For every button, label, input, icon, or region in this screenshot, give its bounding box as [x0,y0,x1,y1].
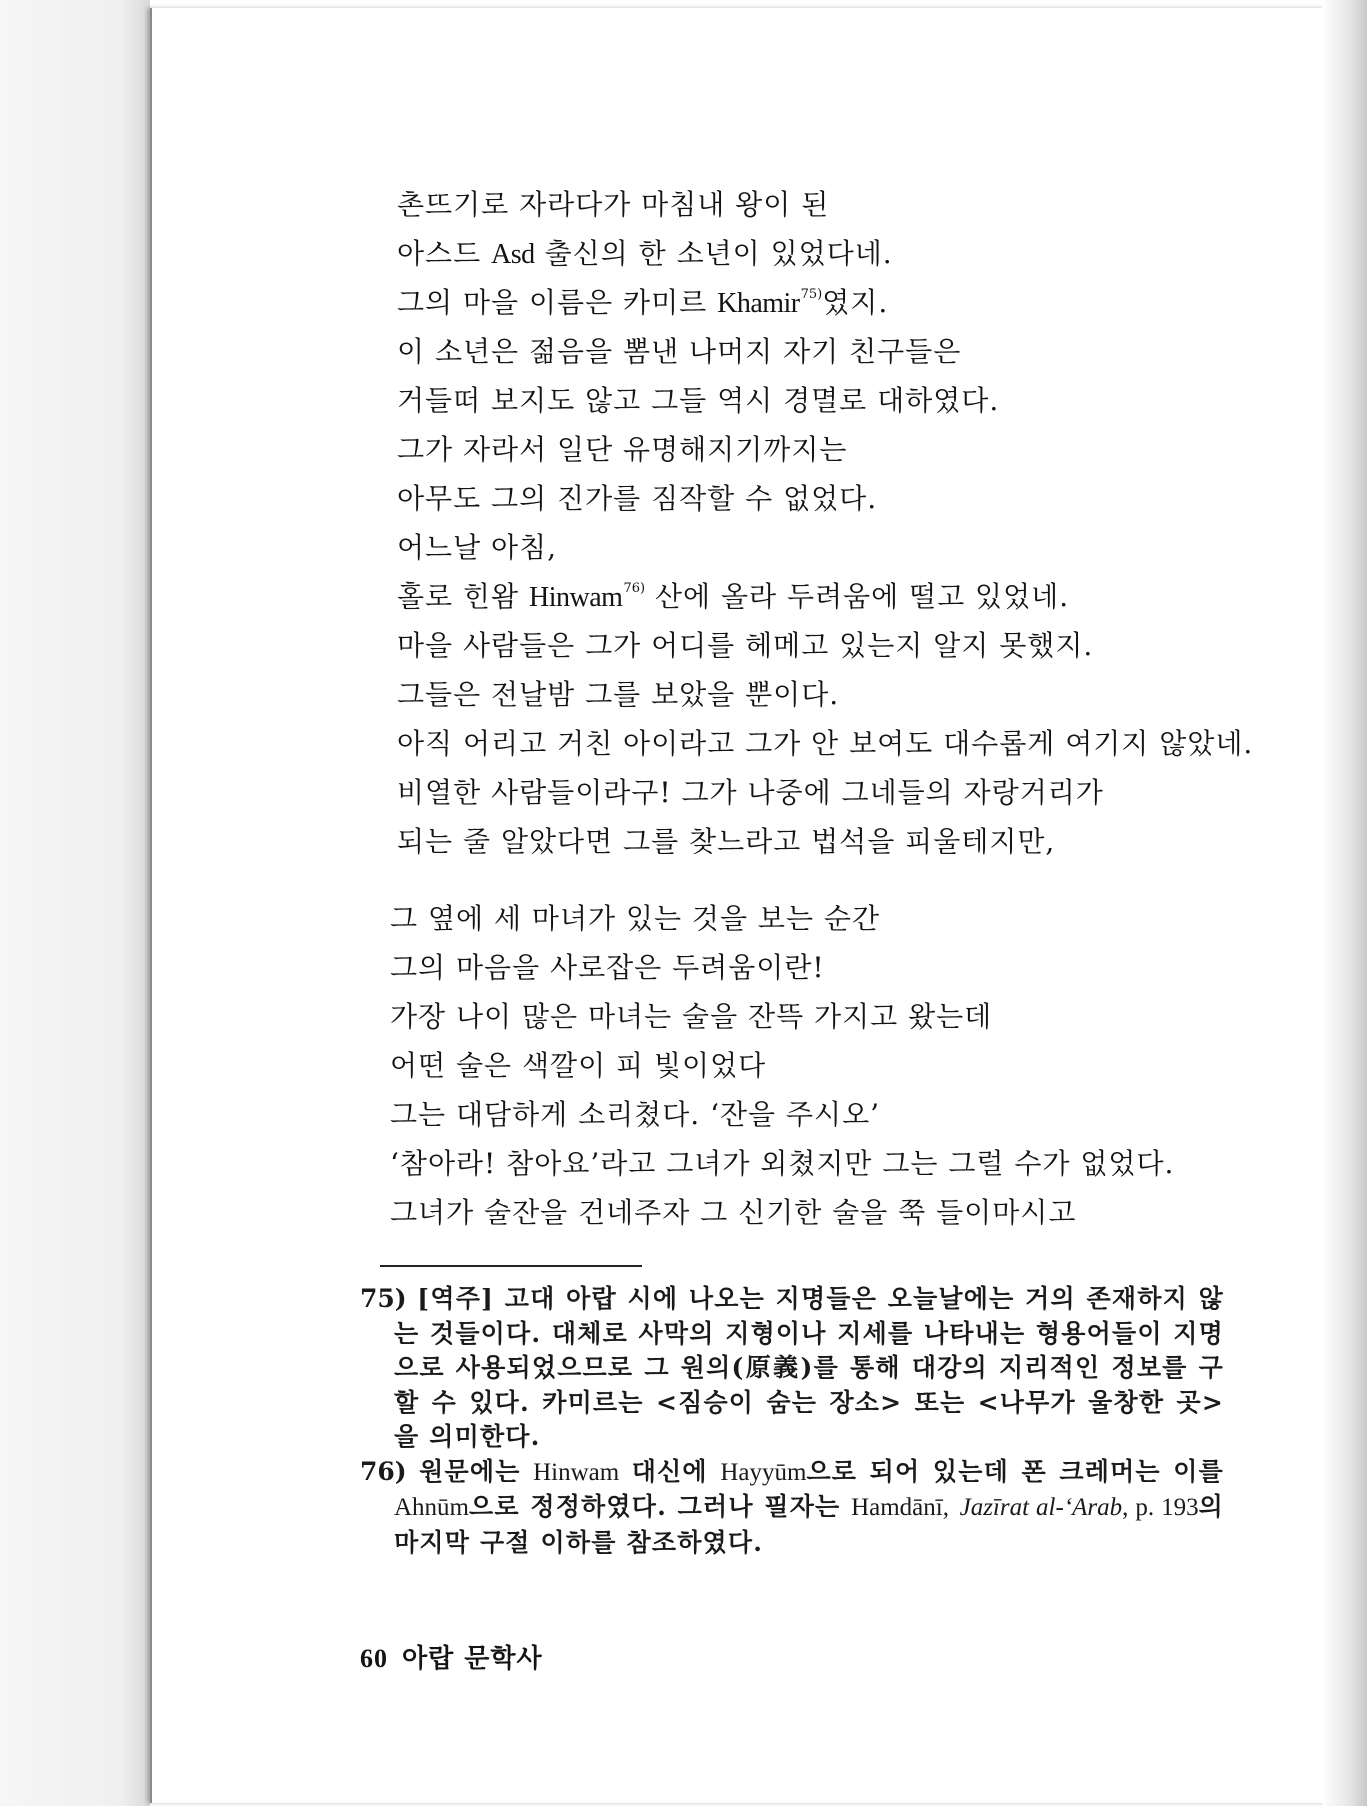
poem-text: 홀로 힌왐 [397,580,529,613]
footnote-text: 대신에 [619,1456,721,1486]
poem [390,180,1297,1237]
poem-text: 거들떠 보지도 않고 그들 역시 경멸로 대하였다. [397,384,1000,417]
poem-text: 산에 올라 두려움에 떨고 있었네. [645,580,1070,613]
footnote-ref: 75) [800,287,823,302]
footnotes [360,1282,1224,1560]
footnote-76 [360,1455,1224,1561]
poem-line [397,621,1297,670]
footnote-text: 의 마지막 구절 이하를 참조하였다. [394,1492,1225,1557]
poem-text: 되는 줄 알았다면 그를 찾느라고 법석을 피울테지만, [397,825,1056,858]
page-reference: , p. 193 [1122,1494,1199,1521]
footnote-ref: 76) [623,581,646,596]
latin-term: Hayyūm [720,1458,807,1486]
book-title-italic: Jazīrat al-‘Arab [959,1494,1123,1521]
poem-text: 그 옆에 세 마녀가 있는 것을 보는 순간 [390,902,881,935]
page-edge-right [1322,0,1367,1806]
poem-text: 였지. [822,286,889,319]
poem-line [390,894,1297,943]
poem-line [390,992,1297,1041]
poem-line [397,572,1297,621]
poem-line [397,670,1297,719]
footnote-text: 원문에는 [406,1456,534,1486]
poem-text: 그가 자라서 일단 유명해지기까지는 [397,433,848,466]
footnote-separator [380,1265,642,1267]
poem-line [397,376,1297,425]
poem-text: 마을 사람들은 그가 어디를 헤메고 있는지 알지 못했지. [397,629,1094,662]
poem-line [390,1139,1297,1188]
latin-name: Khamir [717,288,800,319]
poem-text: 그는 대담하게 소리쳤다. ‘잔을 주시오’ [390,1098,881,1131]
poem-text: ‘참아라! 참아요’라고 그녀가 외쳤지만 그는 그럴 수가 없었다. [390,1147,1175,1180]
poem-text: 출신의 한 소년이 있었다네. [534,237,893,270]
poem-line [397,229,1297,278]
poem-text: 그의 마을 이름은 카미르 [397,286,718,319]
footnote-text: [역주] 고대 아랍 시에 나오는 지명들은 오늘날에는 거의 존재하지 않는 것들이다. 대체로 사막의 지형이나 지세를 나타내는 형용어들이 지명으로 사용되었으므로 그 원의(原義)를 통해 대강의 지리적인 정보를 구할 수 있다. 카미르는 <짐승이 숨는 장소> 또는 <나무가 울창한 곳>을 의미한다. [394,1284,1224,1451]
latin-term: Hinwam [533,1458,620,1486]
poem-line [397,278,1297,327]
footnote-number: 75) [360,1284,407,1313]
poem-line [397,474,1297,523]
footnote-text: 으로 정정하였다. 그러나 필자는 [469,1492,852,1521]
poem-text: 그녀가 술잔을 건네주자 그 신기한 술을 쭉 들이마시고 [390,1196,1077,1229]
poem-text: 가장 나이 많은 마녀는 술을 잔뜩 가지고 왔는데 [390,1000,993,1033]
poem-text: 아직 어리고 거친 아이라고 그가 안 보여도 대수롭게 여기지 않았네. [397,727,1254,760]
page-footer [360,1638,543,1675]
poem-text: 그의 마음을 사로잡은 두려움이란! [390,951,825,984]
latin-term: Hamdānī, [851,1494,949,1521]
footnote-75 [360,1282,1224,1455]
poem-line [397,768,1297,817]
footnote-text: 으로 되어 있는데 폰 크레머는 이를 [806,1456,1224,1486]
poem-line [397,327,1297,376]
latin-name: Hinwam [529,582,623,613]
poem-line [397,523,1297,572]
poem-text: 어느날 아침, [397,531,558,564]
poem-line [390,1041,1297,1090]
poem-text: 어떤 술은 색깔이 피 빛이었다 [390,1049,767,1082]
poem-line [397,817,1297,866]
poem-text: 비열한 사람들이라구! 그가 나중에 그네들의 자랑거리가 [397,776,1104,809]
poem-stanza-1 [397,180,1297,866]
poem-line [390,1188,1297,1237]
page-number: 60 [360,1644,388,1673]
running-title: 아랍 문학사 [402,1644,543,1674]
poem-text: 그들은 전날밤 그를 보았을 뿐이다. [397,678,840,711]
poem-text: 아무도 그의 진가를 짐작할 수 없었다. [397,482,878,515]
poem-line [397,180,1297,229]
latin-name: Asd [491,239,535,270]
footnote-number: 76) [360,1456,407,1486]
poem-text: 촌뜨기로 자라다가 마침내 왕이 된 [397,188,830,221]
latin-term: Ahnūm [394,1494,469,1521]
poem-line [397,719,1297,768]
poem-line [390,1090,1297,1139]
poem-line [397,425,1297,474]
poem-text: 아스드 [397,237,492,270]
poem-text: 이 소년은 젊음을 뽐낸 나머지 자기 친구들은 [397,335,962,368]
background-left [0,0,150,1806]
poem-line [390,943,1297,992]
stanza-gap [397,866,1297,894]
poem-stanza-2 [390,894,1297,1237]
footnote-text [949,1492,960,1521]
